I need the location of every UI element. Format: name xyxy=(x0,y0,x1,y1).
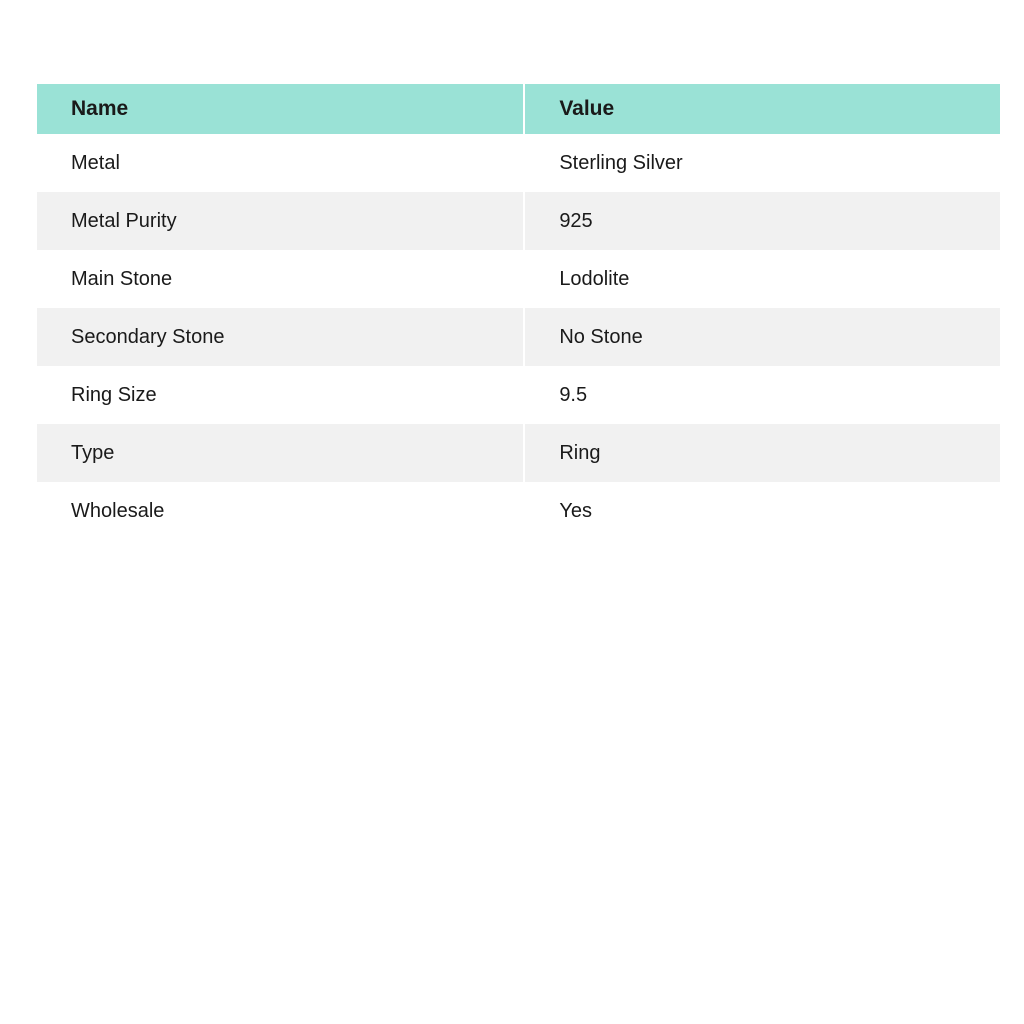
table-row xyxy=(37,250,1000,308)
table-row xyxy=(37,482,1000,540)
column-header-name: Name xyxy=(37,84,523,134)
spec-name-cell: Metal Purity xyxy=(37,192,523,250)
spec-value-cell: 9.5 xyxy=(525,366,1000,424)
table-row xyxy=(37,366,1000,424)
table-row xyxy=(37,192,1000,250)
spec-value-cell: Sterling Silver xyxy=(525,134,1000,192)
spec-name-cell: Main Stone xyxy=(37,250,523,308)
spec-name-cell: Secondary Stone xyxy=(37,308,523,366)
table-row xyxy=(37,134,1000,192)
product-spec-table xyxy=(37,84,1000,540)
table-row xyxy=(37,308,1000,366)
spec-value-cell: 925 xyxy=(525,192,1000,250)
spec-value-cell: Lodolite xyxy=(525,250,1000,308)
spec-name-cell: Type xyxy=(37,424,523,482)
spec-value-cell: Yes xyxy=(525,482,1000,540)
spec-value-cell: Ring xyxy=(525,424,1000,482)
column-header-value: Value xyxy=(525,84,1000,134)
spec-name-cell: Wholesale xyxy=(37,482,523,540)
table-row xyxy=(37,424,1000,482)
spec-name-cell: Metal xyxy=(37,134,523,192)
spec-name-cell: Ring Size xyxy=(37,366,523,424)
spec-value-cell: No Stone xyxy=(525,308,1000,366)
table-header-row xyxy=(37,84,1000,134)
